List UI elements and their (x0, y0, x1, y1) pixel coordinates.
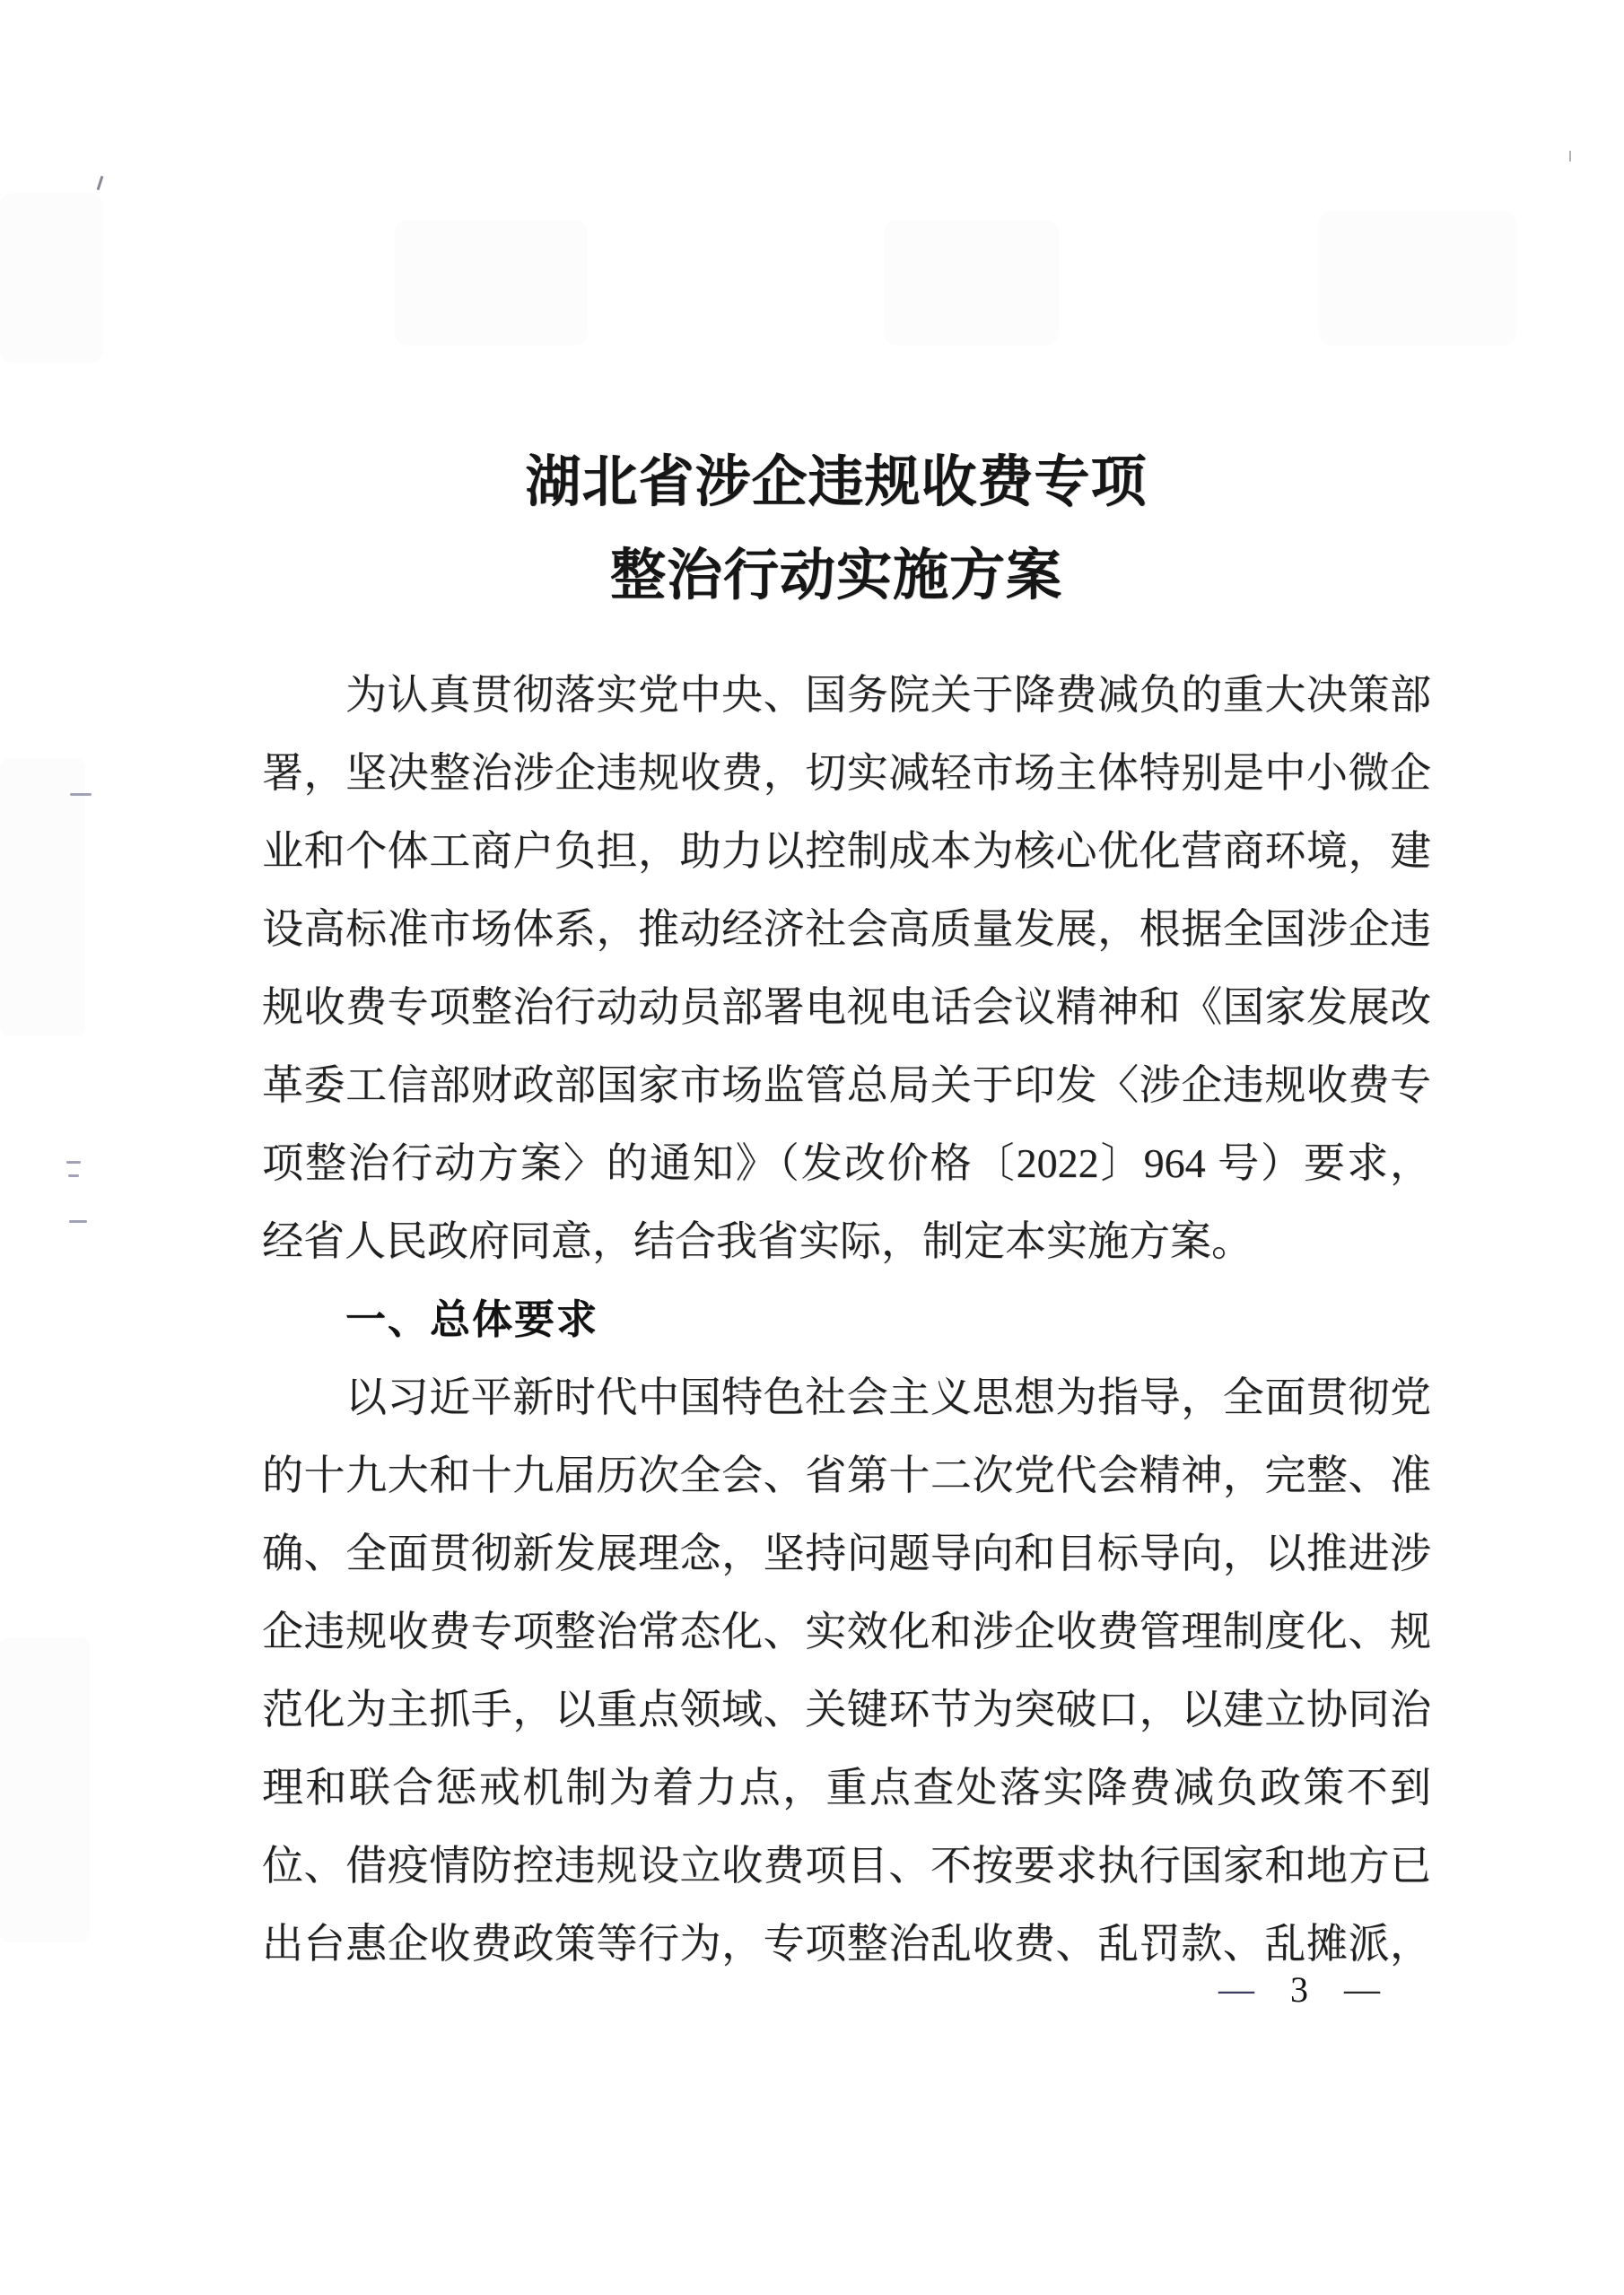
scan-artifact (395, 220, 588, 345)
margin-mark (70, 793, 92, 796)
scan-artifact (0, 193, 103, 363)
page-footer (1218, 1967, 1380, 2013)
body-line: 署，坚决整治涉企违规收费，切实减轻市场主体特别是中小微企 (262, 750, 1431, 796)
body-line: 业和个体工商户负担，助力以控制成本为核心优化营商环境，建 (262, 828, 1431, 874)
title-line-1: 湖北省涉企违规收费专项 (525, 452, 1148, 513)
body-line: 确、全面贯彻新发展理念，坚持问题导向和目标导向，以推进涉 (262, 1531, 1431, 1576)
scan-artifact (884, 220, 1059, 345)
body-line: 范化为主抓手，以重点领域、关键环节为突破口，以建立协同治 (262, 1687, 1431, 1732)
scan-speck (1569, 151, 1571, 161)
margin-mark (69, 1220, 87, 1223)
title-line-2: 整治行动实施方案 (609, 545, 1062, 606)
body-line: 革委工信部财政部国家市场监管总局关于印发〈涉企违规收费专 (262, 1062, 1431, 1108)
scan-speck (97, 176, 104, 190)
document-title (234, 436, 1438, 623)
body-line: 规收费专项整治行动动员部署电视电话会议精神和《国家发展改 (262, 984, 1431, 1030)
body-line: 企违规收费专项整治常态化、实效化和涉企收费管理制度化、规 (262, 1609, 1431, 1654)
body-line: 位、借疫情防控违规设立收费项目、不按要求执行国家和地方已 (262, 1843, 1431, 1889)
body-line: 设高标准市场体系，推动经济社会高质量发展，根据全国涉企违 (262, 906, 1431, 952)
document-body (262, 656, 1431, 1983)
body-line: 出台惠企收费政策等行为，专项整治乱收费、乱罚款、乱摊派， (262, 1921, 1431, 1967)
page-number: 3 (1290, 1969, 1308, 2010)
footer-dash-right: — (1344, 1973, 1380, 2006)
scan-artifact (0, 1637, 90, 1942)
body-line: 以习近平新时代中国特色社会主义思想为指导，全面贯彻党 (345, 1374, 1431, 1420)
body-line: 理和联合惩戒机制为着力点，重点查处落实降费减负政策不到 (262, 1765, 1431, 1811)
body-line: 项整治行动方案〉的通知》（发改价格〔2022〕964 号）要求， (262, 1140, 1431, 1186)
scan-artifact (0, 758, 85, 1036)
body-line: 的十九大和十九届历次全会、省第十二次党代会精神，完整、准 (262, 1453, 1431, 1498)
footer-dash-left: — (1218, 1973, 1254, 2006)
body-line: 经省人民政府同意，结合我省实际，制定本实施方案。 (262, 1218, 1253, 1264)
body-line: 为认真贯彻落实党中央、国务院关于降费减负的重大决策部 (345, 672, 1431, 718)
margin-mark (66, 1161, 81, 1164)
scan-artifact (1319, 211, 1516, 345)
section-heading: 一、总体要求 (345, 1296, 599, 1342)
margin-mark (68, 1174, 79, 1177)
